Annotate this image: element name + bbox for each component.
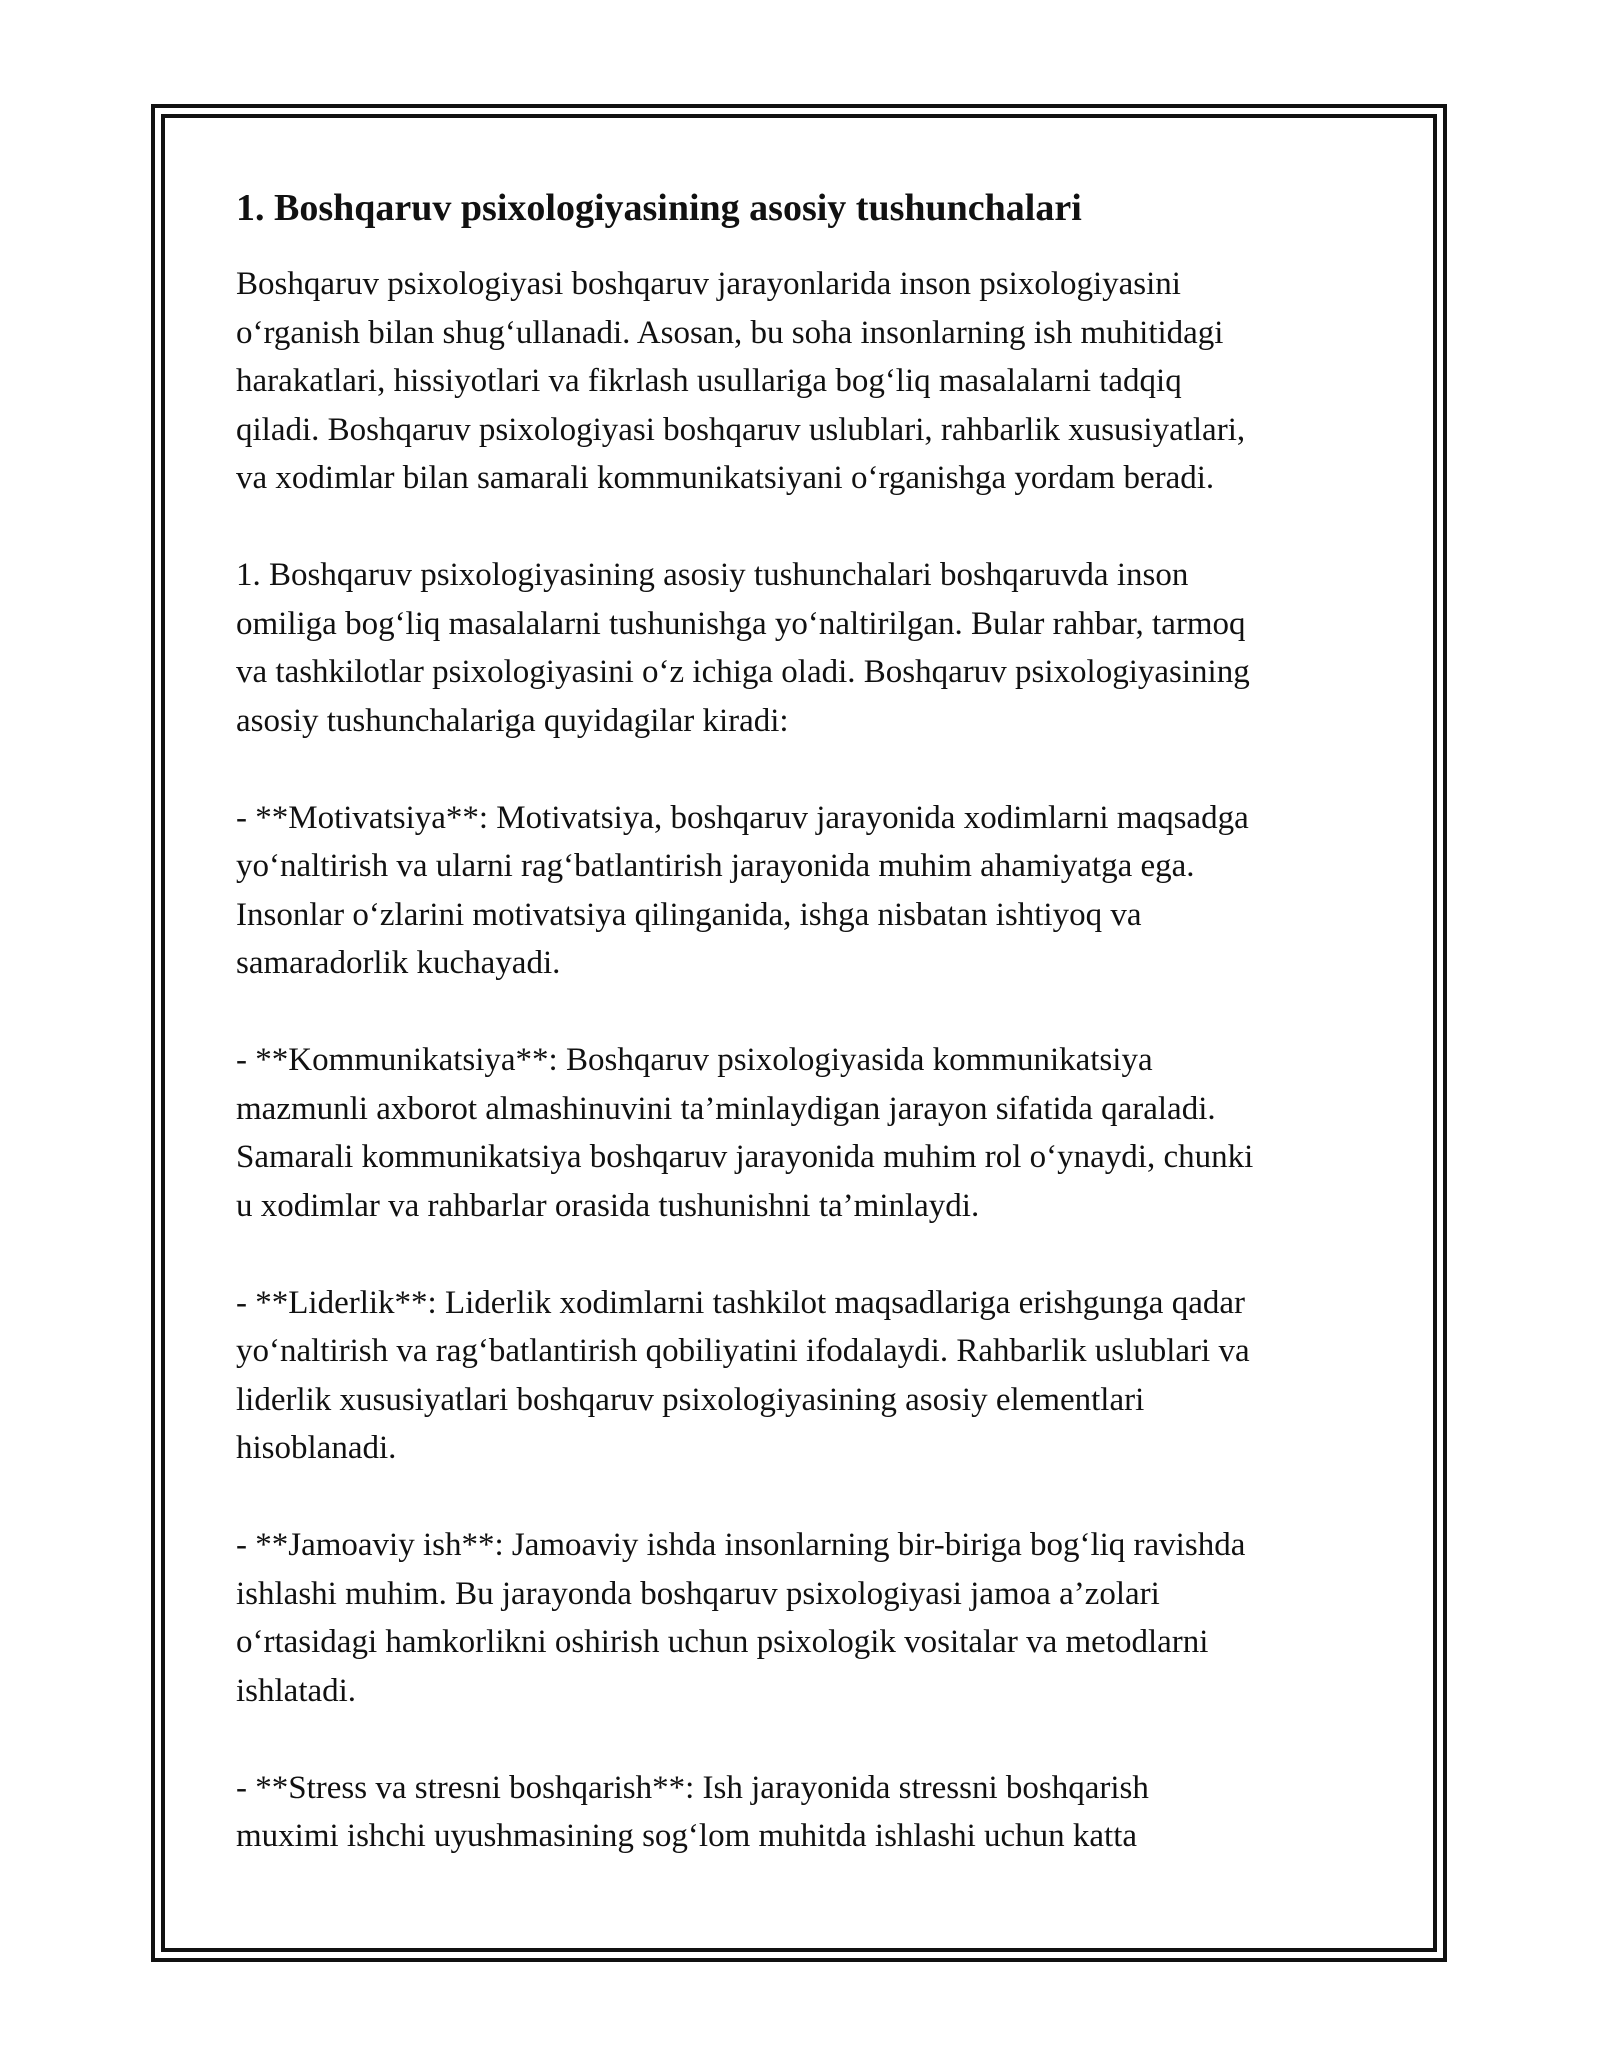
text-line: Boshqaruv psixologiyasi boshqaruv jarayonlarida inson psixologiyasini [236,266,1181,302]
text-line: - **Motivatsiya**: Motivatsiya, boshqaruv jarayonida xodimlarni maqsadga [236,799,1249,836]
paragraph-jamoaviy-ish [236,1521,1376,1715]
text-line: liderlik xususiyatlari boshqaruv psixologiyasining asosiy elementlari [236,1381,1145,1418]
text-line: u xodimlar va rahbarlar orasida tushunishni ta’minlaydi. [236,1187,980,1224]
document-body [236,184,1376,1909]
text-line: va xodimlar bilan samarali kommunikatsiyani o‘rganishga yordam beradi. [236,460,1215,496]
text-line: mazmunli axborot almashinuvini ta’minlaydigan jarayon sifatida qaraladi. [236,1090,1216,1127]
text-line: Insonlar o‘zlarini motivatsiya qilinganida, ishga nisbatan ishtiyoq va [236,896,1142,933]
text-line: muximi ishchi uyushmasining sog‘lom muhitda ishlashi uchun katta [236,1818,1138,1854]
text-line: harakatlari, hissiyotlari va fikrlash usullariga bog‘liq masalalarni tadqiq [236,363,1182,399]
paragraph-stress [236,1764,1376,1861]
section-heading: 1. Boshqaruv psixologiyasining asosiy tushunchalari [236,187,1082,229]
text-line: asosiy tushunchalariga quyidagilar kiradi: [236,702,789,739]
paragraph-concepts [236,551,1376,745]
text-line: - **Stress va stresni boshqarish**: Ish jarayonida stressni boshqarish [236,1769,1149,1806]
text-line: o‘rtasidagi hamkorlikni oshirish uchun psixologik vositalar va metodlarni [236,1624,1209,1660]
text-line: qiladi. Boshqaruv psixologiyasi boshqaruv uslublari, rahbarlik xususiyatlari, [236,411,1246,448]
text-line: Samarali kommunikatsiya boshqaruv jarayonida muhim rol o‘ynaydi, chunki [236,1139,1254,1175]
text-line: hisoblanadi. [236,1430,397,1466]
text-line: yo‘naltirish va ularni rag‘batlantirish jarayonida muhim ahamiyatga ega. [236,848,1195,884]
text-line: - **Kommunikatsiya**: Boshqaruv psixologiyasida kommunikatsiya [236,1042,1153,1078]
text-line: va tashkilotlar psixologiyasini o‘z ichiga oladi. Boshqaruv psixologiyasining [236,654,1250,690]
text-line: - **Jamoaviy ish**: Jamoaviy ishda insonlarning bir-biriga bog‘liq ravishda [236,1527,1246,1563]
paragraph-motivatsiya [236,794,1376,988]
text-line: 1. Boshqaruv psixologiyasining asosiy tushunchalari boshqaruvda inson [236,557,1189,593]
text-line: ishlatadi. [236,1672,357,1709]
paragraph-liderlik [236,1279,1376,1473]
text-line: ishlashi muhim. Bu jarayonda boshqaruv psixologiyasi jamoa a’zolari [236,1575,1160,1612]
text-line: o‘rganish bilan shug‘ullanadi. Asosan, bu soha insonlarning ish muhitidagi [236,314,1224,351]
text-line: - **Liderlik**: Liderlik xodimlarni tashkilot maqsadlariga erishgunga qadar [236,1284,1245,1321]
paragraph-intro [236,260,1376,503]
text-line: omiliga bog‘liq masalalarni tushunishga yo‘naltirilgan. Bular rahbar, tarmoq [236,605,1246,642]
text-line: yo‘naltirish va rag‘batlantirish qobiliyatini ifodalaydi. Rahbarlik uslublari va [236,1333,1250,1369]
text-line: samaradorlik kuchayadi. [236,945,561,981]
paragraph-kommunikatsiya [236,1036,1376,1230]
